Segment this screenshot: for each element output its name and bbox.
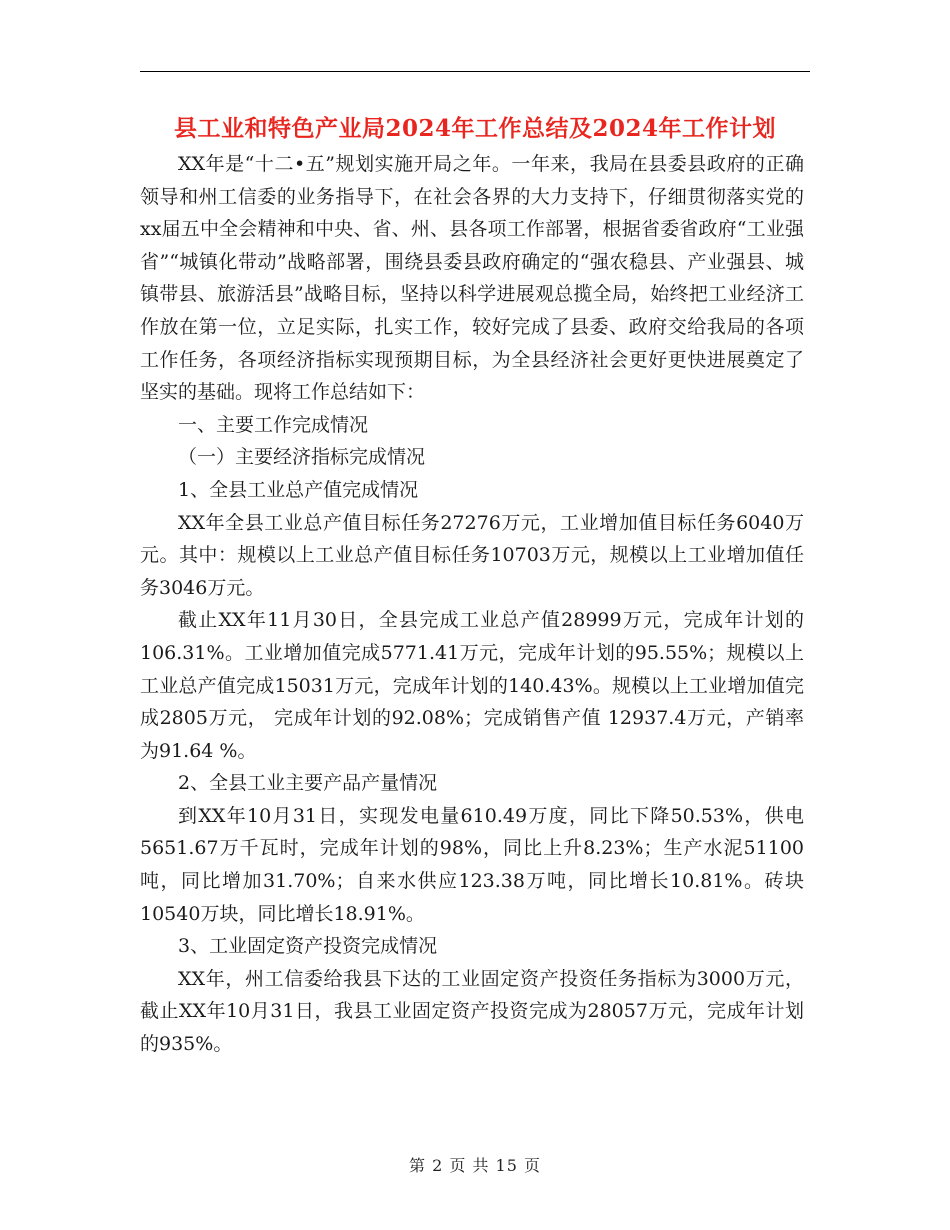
paragraph-fixed-investment: XX年，州工信委给我县下达的工业固定资产投资任务指标为3000万元，截止XX年10月31日，我县工业固定资产投资完成为28057万元，完成年计划的935%。 [140, 967, 804, 1056]
subsection-heading-economic-indicators: （一）主要经济指标完成情况 [178, 446, 426, 469]
paragraph-output-targets: XX年全县工业总产值目标任务27276万元，工业增加值目标任务6040万元。其中：规模以上工业总产值目标任务10703万元，规模以上工业增加值任务3046万元。 [140, 511, 804, 599]
paragraph-product-output: 到XX年10月31日，实现发电量610.49万度，同比下降50.53%，供电5651.67万千瓦时，完成年计划的98%，同比上升8.23%；生产水泥51100吨，同比增加31.70%；自来水供应123.38万吨，同比增长10.81%。砖块10540万块，同比增长18.91%。 [140, 804, 804, 925]
item-heading-industrial-output: 1、全县工业总产值完成情况 [178, 478, 419, 501]
paragraph-intro: XX年是“十二•五”规划实施开局之年。一年来，我局在县委县政府的正确领导和州工信委的业务指导下，在社会各界的大力支持下，仔细贯彻落实党的xx届五中全会精神和中央、省、州、县各项工作部署，根据省委省政府“工业强省”“城镇化带动”战略部署，围绕县委县政府确定的“强农稳县、产业强县、城镇带县、旅游活县”战略目标，坚持以科学进展观总揽全局，始终把工业经济工作放在第一位，立足实际，扎实工作，较好完成了县委、政府交给我局的各项工作任务，各项经济指标实现预期目标，为全县经济社会更好更快进展奠定了坚实的基础。现将工作总结如下： [140, 153, 804, 404]
section-heading-main-work: 一、主要工作完成情况 [178, 413, 369, 436]
paragraph-output-completion: 截止XX年11月30日，全县完成工业总产值28999万元，完成年计划的106.31%。工业增加值完成5771.41万元，完成年计划的95.55%；规模以上工业总产值完成15031万元，完成年计划的140.43%。规模以上工业增加值完成2805万元， 完成年计划的92.08%；完成销售产值 12937.4万元，产销率为91.64 %。 [140, 609, 804, 762]
item-heading-fixed-investment: 3、工业固定资产投资完成情况 [178, 935, 438, 958]
header-rule [140, 71, 810, 72]
item-heading-product-output: 2、全县工业主要产品产量情况 [178, 772, 438, 795]
document-body [140, 148, 804, 1061]
document-title: 县工业和特色产业局2024年工作总结及2024年工作计划 [173, 115, 777, 142]
page-number: 第 2 页 共 15 页 [409, 1156, 541, 1175]
